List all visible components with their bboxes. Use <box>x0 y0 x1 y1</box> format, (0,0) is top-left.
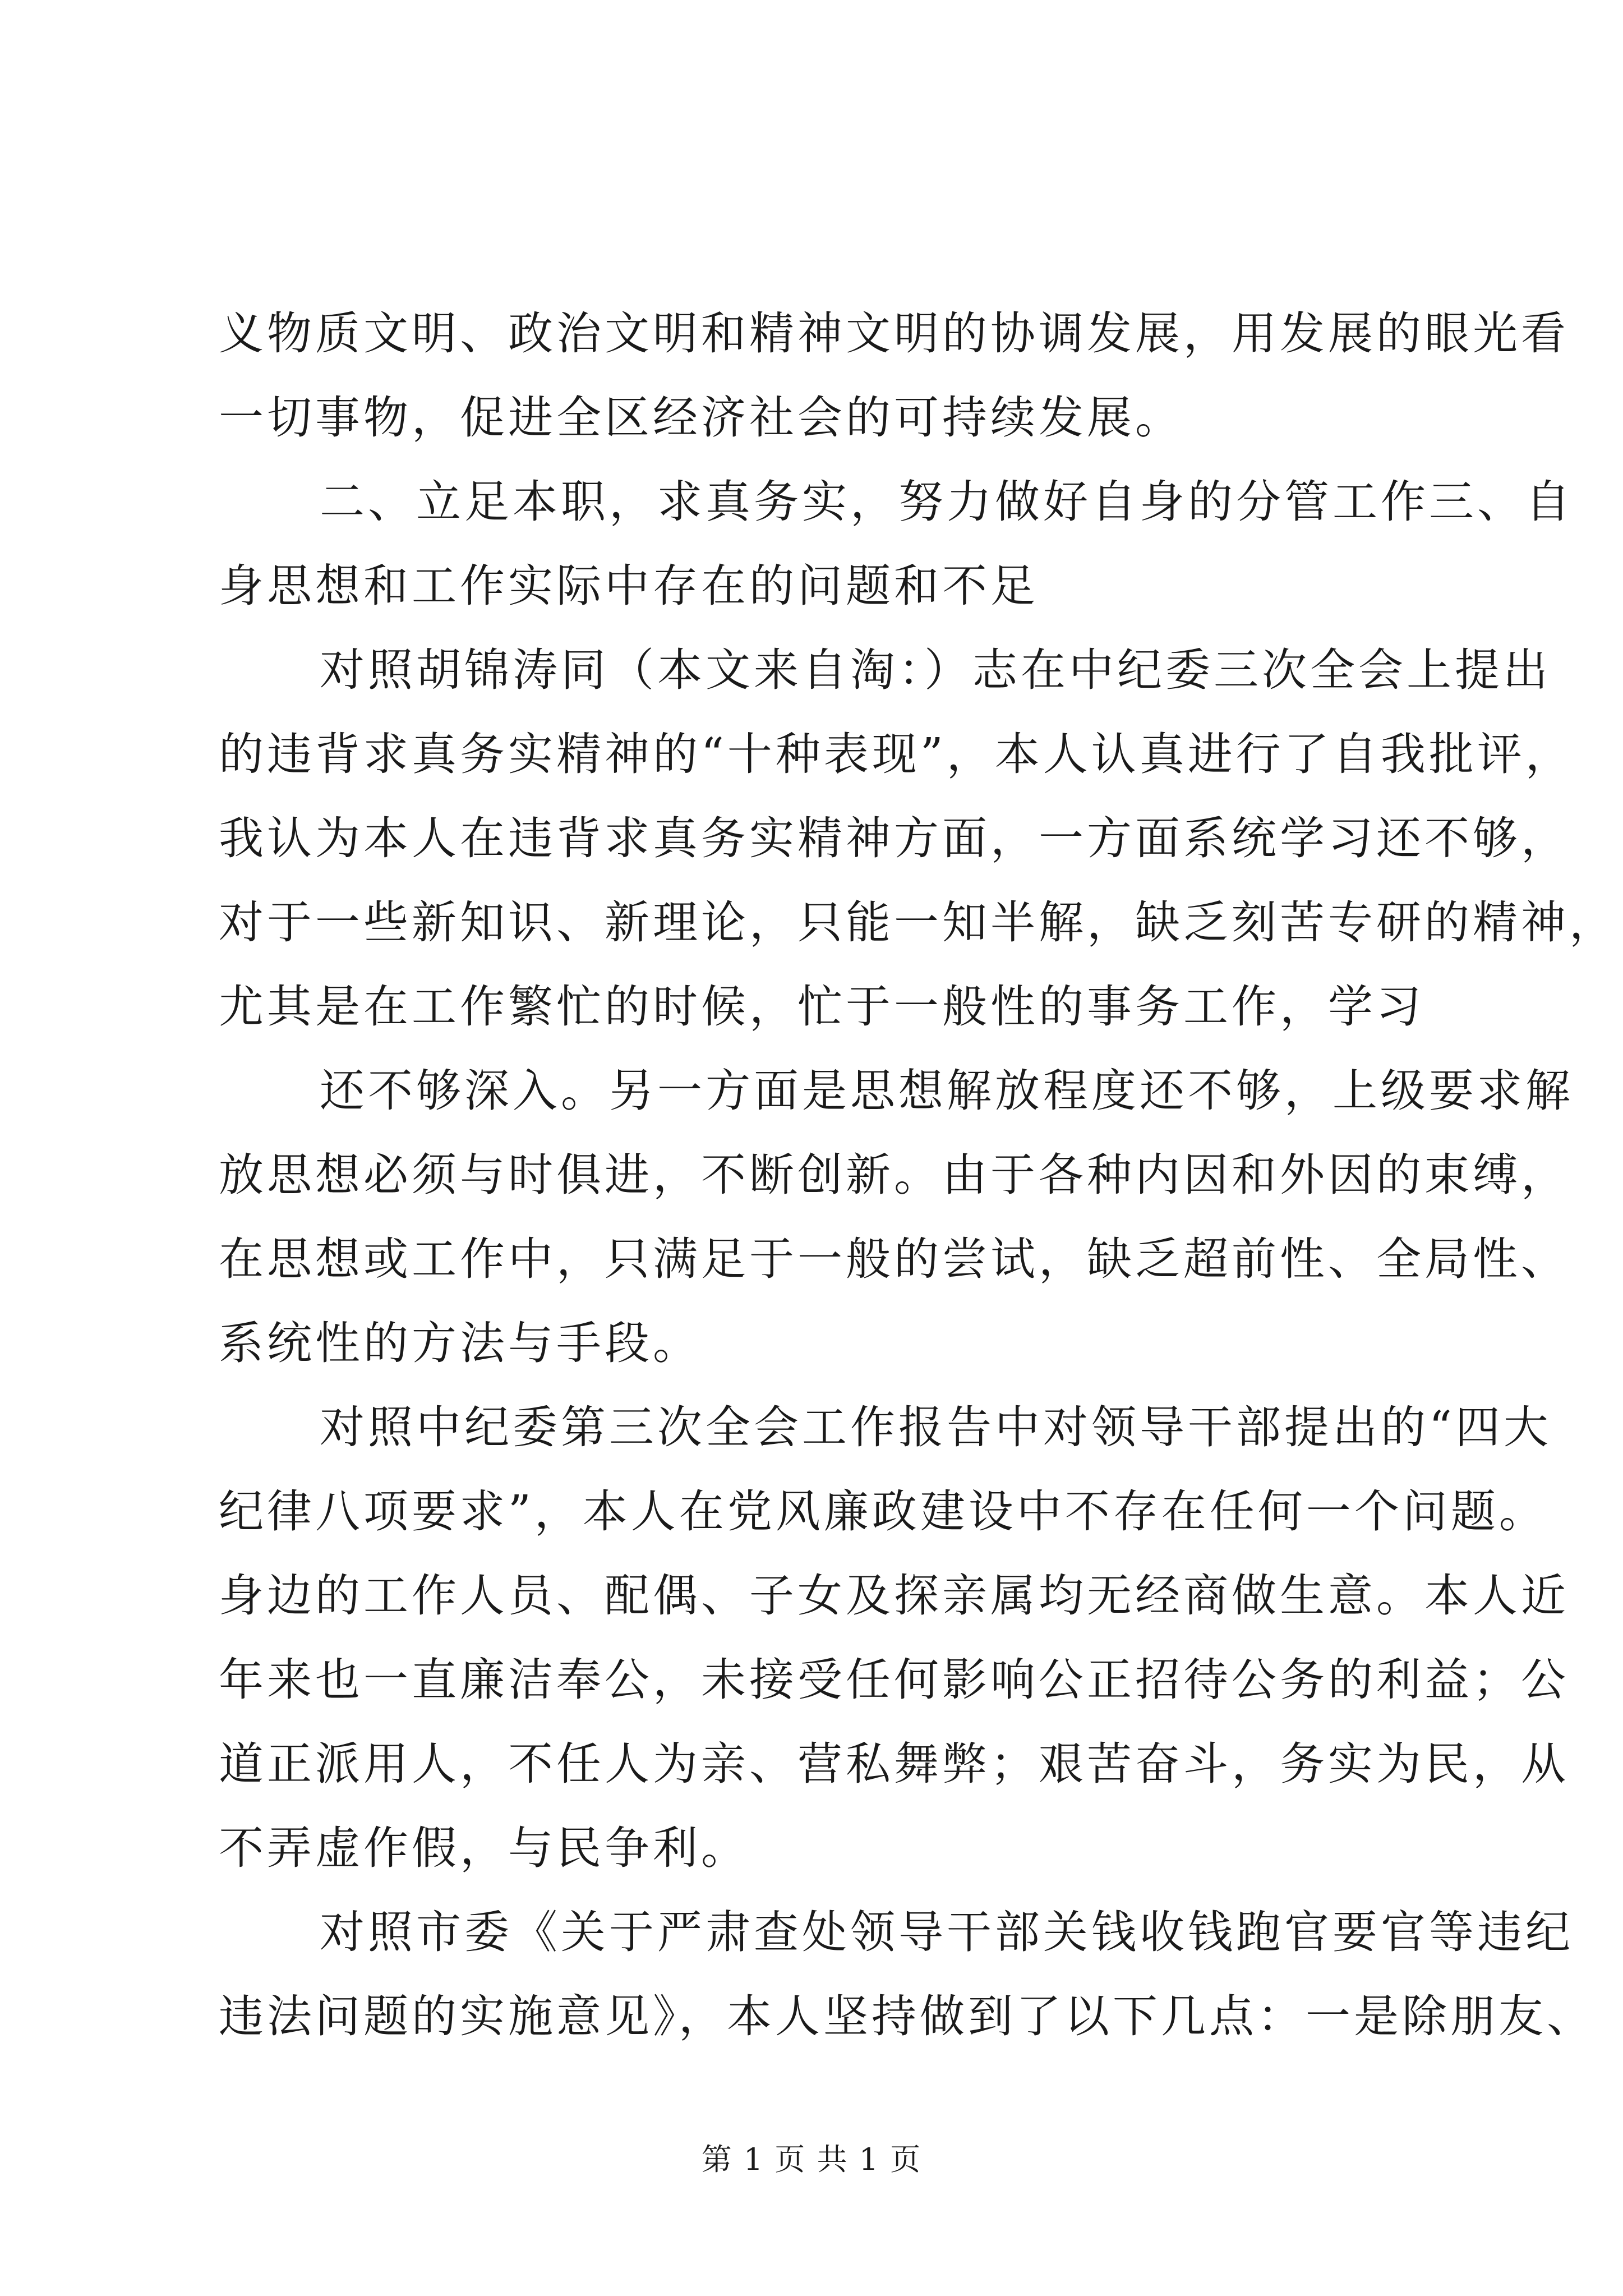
text-line: 系统性的方法与手段。 <box>219 1317 701 1369</box>
text-line: 道正派用人，不任人为亲、营私舞弊；艰苦奋斗，务实为民，从 <box>219 1738 1569 1790</box>
text-line: 纪律八项要求”，本人在党风廉政建设中不存在任何一个问题。 <box>219 1485 1547 1538</box>
text-line: 在思想或工作中，只满足于一般的尝试，缺乏超前性、全局性、 <box>219 1233 1569 1285</box>
text-line: 对照市委《关于严肃查处领导干部关钱收钱跑官要官等违纪 <box>320 1906 1574 1958</box>
page-footer: 第 1 页 共 1 页 <box>701 2142 922 2177</box>
text-line: 我认为本人在违背求真务实精神方面，一方面系统学习还不够， <box>219 812 1569 864</box>
text-line: 还不够深入。另一方面是思想解放程度还不够，上级要求解 <box>320 1065 1574 1117</box>
text-line: 的违背求真务实精神的“十种表现”，本人认真进行了自我批评， <box>219 728 1574 780</box>
text-line: 不弄虚作假，与民争利。 <box>219 1822 749 1874</box>
text-line: 义物质文明、政治文明和精神文明的协调发展，用发展的眼光看 <box>219 307 1569 360</box>
text-line: 放思想必须与时俱进，不断创新。由于各种内因和外因的束缚， <box>219 1149 1569 1201</box>
text-line: 身思想和工作实际中存在的问题和不足 <box>219 560 1039 612</box>
text-line: 二、立足本职，求真务实，努力做好自身的分管工作三、自 <box>320 476 1574 528</box>
text-line: 对于一些新知识、新理论，只能一知半解，缺乏刻苦专研的精神， <box>219 896 1617 949</box>
text-line: 对照胡锦涛同（本文来自淘：）志在中纪委三次全会上提出 <box>320 644 1551 696</box>
text-line: 年来也一直廉洁奉公，未接受任何影响公正招待公务的利益；公 <box>219 1654 1569 1706</box>
text-line: 一切事物，促进全区经济社会的可持续发展。 <box>219 392 1183 444</box>
text-line: 违法问题的实施意见》，本人坚持做到了以下几点：一是除朋友、 <box>219 1990 1595 2042</box>
text-line: 对照中纪委第三次全会工作报告中对领导干部提出的“四大 <box>320 1401 1552 1453</box>
text-line: 尤其是在工作繁忙的时候，忙于一般性的事务工作，学习 <box>219 981 1424 1033</box>
text-line: 身边的工作人员、配偶、子女及探亲属均无经商做生意。本人近 <box>219 1570 1569 1622</box>
